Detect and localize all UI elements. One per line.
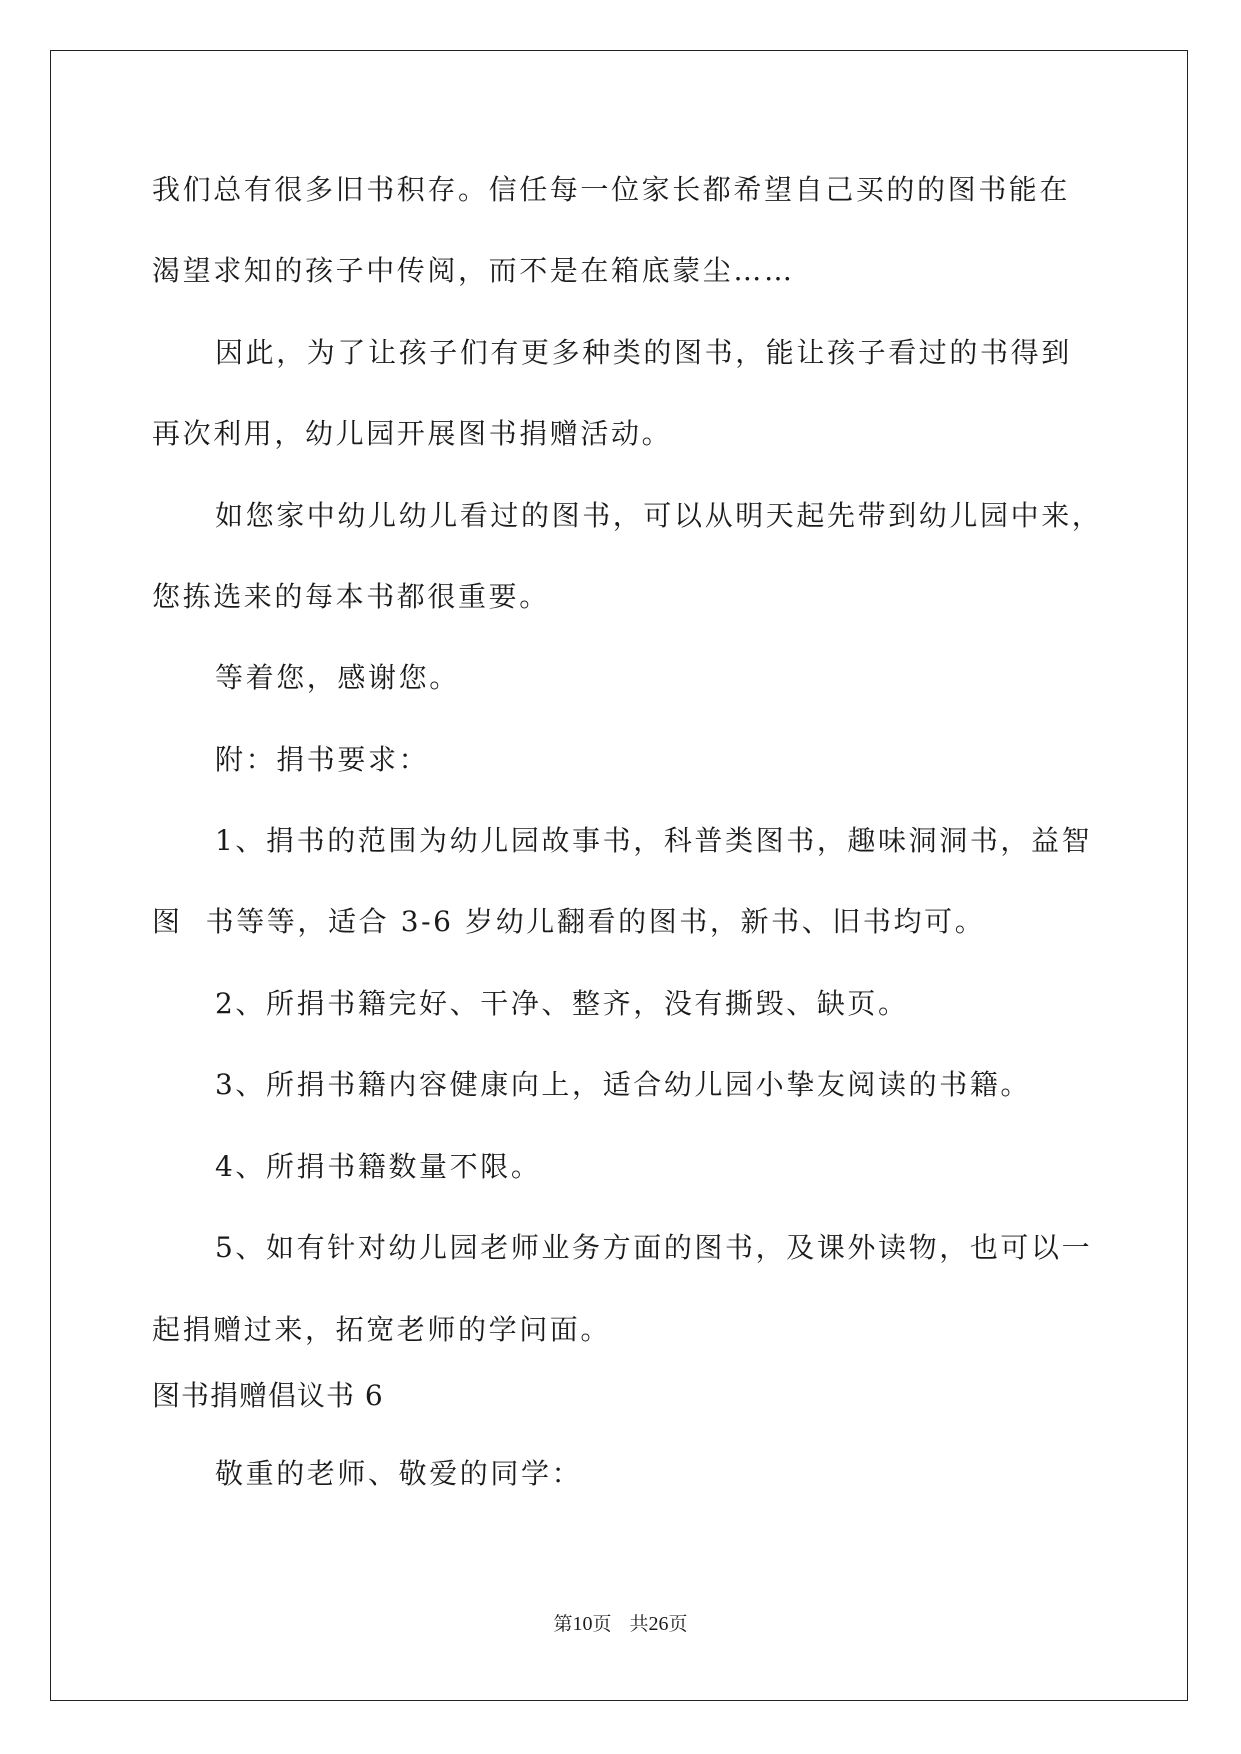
paragraph-line: 等着您，感谢您。 (215, 661, 460, 694)
paragraph-line: 再次利用，幼儿园开展图书捐赠活动。 (152, 417, 673, 450)
total-page-count: 26 (648, 1613, 669, 1635)
section-heading: 图书捐赠倡议书 6 (152, 1379, 384, 1412)
paragraph-line: 如您家中幼儿幼儿看过的图书，可以从明天起先带到幼儿园中来， (215, 499, 1103, 532)
list-item-line: 3、所捐书籍内容健康向上，适合幼儿园小挚友阅读的书籍。 (215, 1068, 1032, 1101)
list-item-line: 2、所捐书籍完好、干净、整齐，没有撕毁、缺页。 (215, 987, 909, 1020)
paragraph-line: 渴望求知的孩子中传阅，而不是在箱底蒙尘…… (152, 254, 795, 287)
page-footer (0, 1612, 1241, 1636)
paragraph-line: 附：捐书要求： (215, 743, 430, 776)
list-item-line: 4、所捐书籍数量不限。 (215, 1150, 542, 1183)
list-item-line: 5、如有针对幼儿园老师业务方面的图书，及课外读物，也可以一 (215, 1231, 1093, 1264)
current-page-number: 10 (572, 1613, 593, 1635)
paragraph-line: 您拣选来的每本书都很重要。 (152, 580, 550, 613)
list-item-line: 图 书等等，适合 3-6 岁幼儿翻看的图书，新书、旧书均可。 (152, 905, 986, 938)
total-label-suffix: 页 (668, 1613, 688, 1635)
total-label-prefix: 共 (629, 1613, 649, 1635)
paragraph-line: 我们总有很多旧书积存。信任每一位家长都希望自己买的的图书能在 (152, 173, 1071, 206)
paragraph-line: 因此，为了让孩子们有更多种类的图书，能让孩子看过的书得到 (215, 336, 1072, 369)
salutation-line: 敬重的老师、敬爱的同学： (215, 1457, 583, 1490)
list-item-line: 起捐赠过来，拓宽老师的学问面。 (152, 1313, 612, 1346)
page-label-suffix: 页 (592, 1613, 612, 1635)
page-label-prefix: 第 (553, 1613, 573, 1635)
list-item-line: 1、捐书的范围为幼儿园故事书，科普类图书，趣味洞洞书，益智 (215, 824, 1093, 857)
